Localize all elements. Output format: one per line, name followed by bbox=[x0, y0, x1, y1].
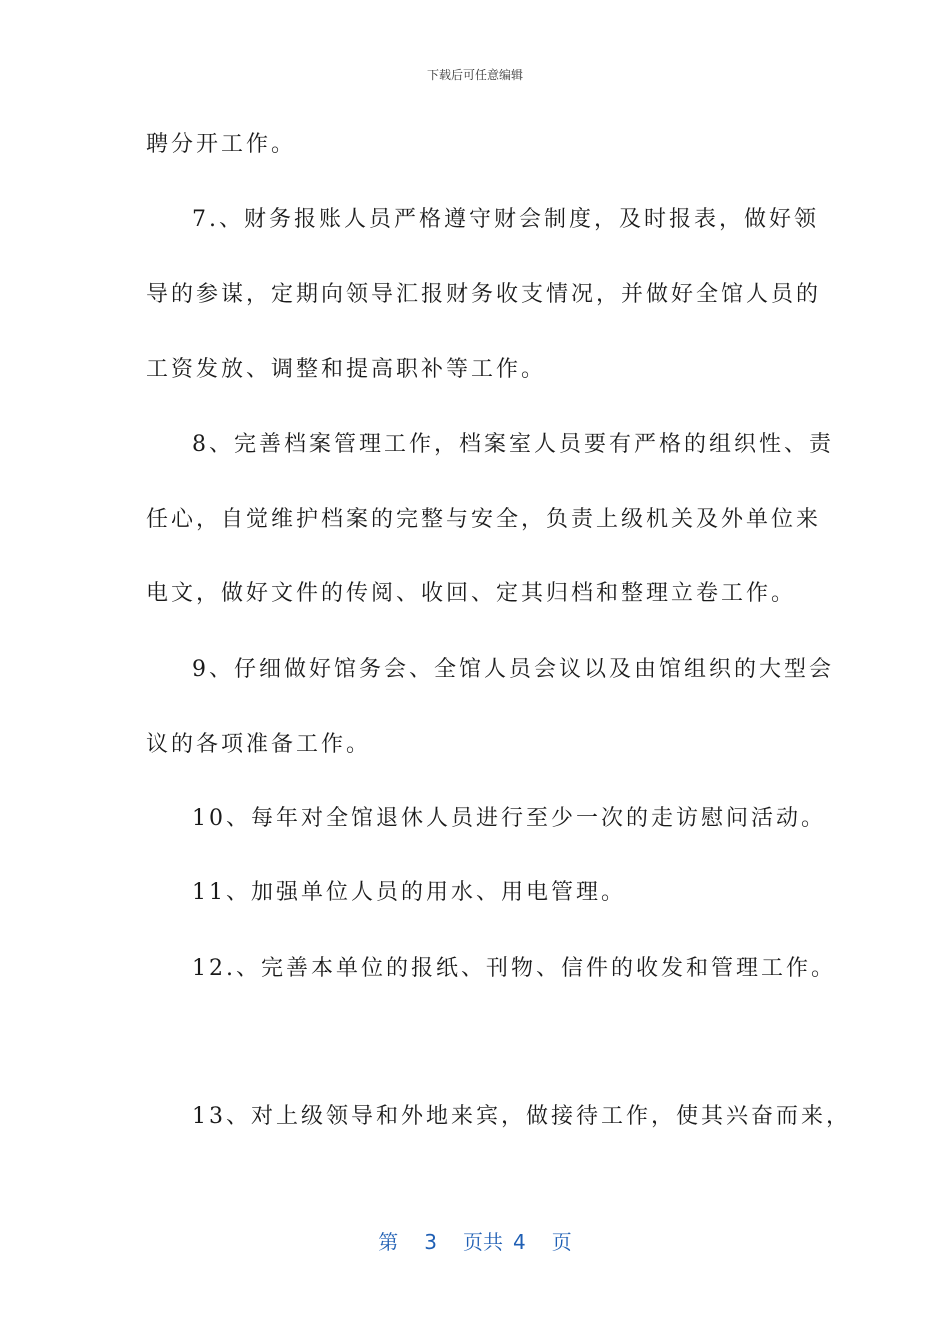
body-line: 导的参谋，定期向领导汇报财务收支情况，并做好全馆人员的 bbox=[146, 282, 822, 307]
page-suffix: 页 bbox=[551, 1230, 572, 1254]
body-line: 8、完善档案管理工作，档案室人员要有严格的组织性、责 bbox=[192, 432, 834, 457]
page-prefix: 第 bbox=[378, 1230, 399, 1254]
body-line: 工资发放、调整和提高职补等工作。 bbox=[146, 357, 547, 382]
body-line: 12.、完善本单位的报纸、刊物、信件的收发和管理工作。 bbox=[192, 956, 836, 981]
body-line: 聘分开工作。 bbox=[146, 132, 297, 157]
body-line: 13、对上级领导和外地来宾，做接待工作，使其兴奋而来， bbox=[192, 1104, 851, 1129]
page-mid: 页共 bbox=[463, 1230, 503, 1254]
body-line: 10、每年对全馆退休人员进行至少一次的走访慰问活动。 bbox=[192, 806, 826, 831]
current-page-number: 3 bbox=[424, 1230, 437, 1254]
body-line: 9、仔细做好馆务会、全馆人员会议以及由馆组织的大型会 bbox=[192, 657, 834, 682]
body-line: 议的各项准备工作。 bbox=[146, 732, 372, 757]
total-page-number: 4 bbox=[513, 1230, 526, 1254]
body-line: 11、加强单位人员的用水、用电管理。 bbox=[192, 880, 626, 905]
body-line: 任心，自觉维护档案的完整与安全，负责上级机关及外单位来 bbox=[146, 507, 822, 532]
page-footer bbox=[0, 1226, 950, 1255]
body-line: 电文，做好文件的传阅、收回、定其归档和整理立卷工作。 bbox=[146, 581, 797, 606]
page-header: 下载后可任意编辑 bbox=[426, 68, 523, 82]
body-line: 7.、财务报账人员严格遵守财会制度，及时报表，做好领 bbox=[192, 207, 819, 232]
